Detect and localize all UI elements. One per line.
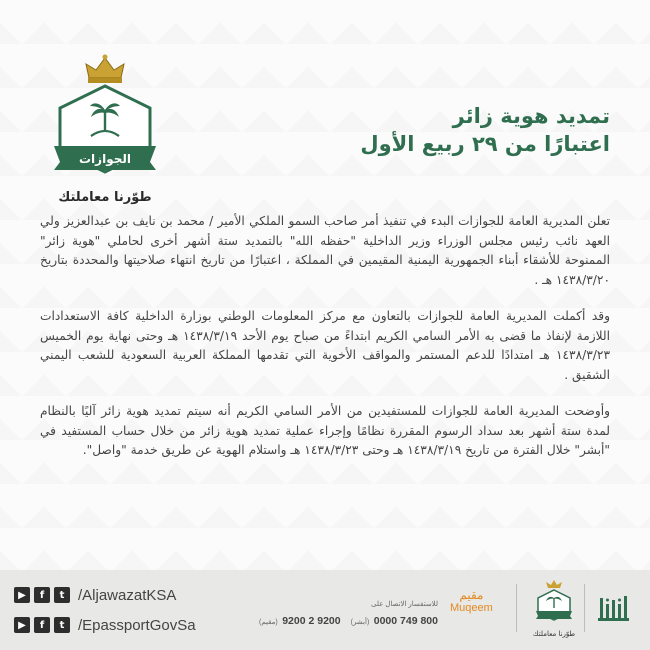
- youtube-icon[interactable]: ▶: [14, 587, 30, 603]
- absher-logo: [594, 590, 634, 630]
- title-line-1: تمديد هوية زائر: [452, 104, 610, 128]
- passport-handle[interactable]: /EpassportGovSa: [78, 616, 196, 634]
- absher-icon: [594, 590, 634, 626]
- muqeem-logo: [450, 588, 493, 614]
- paragraph-3: وأوضحت المديرية العامة للجوازات للمستفيدين من الأمر السامي الكريم أنه سيتم تمديد هوية زائر آليًا بالنظام لمدة ستة أشهر بعد سداد الرسوم المقررة نظامًا وإجراء عملية تمديد هوية زائر من خلال حساب المستفيد في "أبشر" خلال الفترة من تاريخ ١٤٣٨/٣/١٩ هـ وحتى ١٤٣٨/٣/٢٣ هـ واستلام الهوية عن طريق خدمة "واصل".: [40, 404, 610, 457]
- footer-bar: [0, 570, 650, 650]
- small-jawazat-logo: [528, 580, 580, 638]
- social-row-twitter: [14, 584, 196, 606]
- contact-numbers: [258, 611, 438, 629]
- facebook-icon[interactable]: f: [34, 617, 50, 633]
- page-title: [280, 102, 610, 158]
- muqeem-arabic: مقيم: [459, 588, 484, 602]
- paragraph-1: تعلن المديرية العامة للجوازات البدء في تنفيذ أمر صاحب السمو الملكي الأمير / محمد بن نايف بن عبدالعزيز ولي العهد نائب رئيس مجلس الوزراء وزير الداخلية "حفظه الله" بالتمديد ستة أشهر أخرى لحاملي "هوية زائر" الممنوحة للأشقاء أبناء الجمهورية اليمنية المقيمين في المملكة ، اعتبارًا من تاريخ انتهاء صلاحيتها والمحددة بتاريخ ١٤٣٨/٣/٢٠ هـ .: [40, 214, 610, 287]
- muqeem-english: Muqeem: [450, 602, 493, 614]
- contact-info: [258, 600, 438, 629]
- phone1-number[interactable]: 800 749 0000: [373, 615, 438, 627]
- divider: [584, 584, 585, 632]
- phone2-label: (مقيم): [258, 619, 278, 626]
- jawazat-logo: [40, 50, 170, 205]
- twitter-handle[interactable]: /AljawazatKSA: [78, 586, 177, 604]
- jawazat-emblem-icon: [528, 580, 580, 628]
- announcement-body: [40, 212, 610, 478]
- slogan: طوّرنا معاملتك: [58, 190, 152, 205]
- twitter-icon[interactable]: t: [54, 587, 70, 603]
- logo-ribbon-text: الجوازات: [79, 152, 131, 166]
- social-links: [14, 584, 196, 644]
- twitter-icon[interactable]: t: [54, 617, 70, 633]
- phone1-label: (أبشر): [350, 619, 370, 626]
- divider: [516, 584, 517, 632]
- phone2-number[interactable]: 9200 2 9200: [282, 615, 341, 627]
- contact-label: للاستفسار الاتصال على: [371, 601, 438, 608]
- jawazat-emblem-icon: [40, 50, 170, 180]
- facebook-icon[interactable]: f: [34, 587, 50, 603]
- paragraph-2: وقد أكملت المديرية العامة للجوازات بالتعاون مع مركز المعلومات الوطني بوزارة الداخلية كافة الاستعدادات اللازمة لإنفاذ ما قضى به الأمر السامي الكريم ابتداءً من صباح يوم الأحد ١٤٣٨/٣/١٩ هـ وحتى نهاية يوم الخميس ١٤٣٨/٣/٢٣ هـ امتدادًا للدعم المستمر والمواقف الأخوية التي تقدمها المملكة العربية السعودية للشعب اليمني الشقيق .: [40, 309, 610, 382]
- youtube-icon[interactable]: ▶: [14, 617, 30, 633]
- social-row-passport: [14, 614, 196, 636]
- small-slogan: طوّرنا معاملتك: [532, 630, 576, 638]
- title-line-2: اعتبارًا من ٢٩ ربيع الأول: [360, 132, 610, 156]
